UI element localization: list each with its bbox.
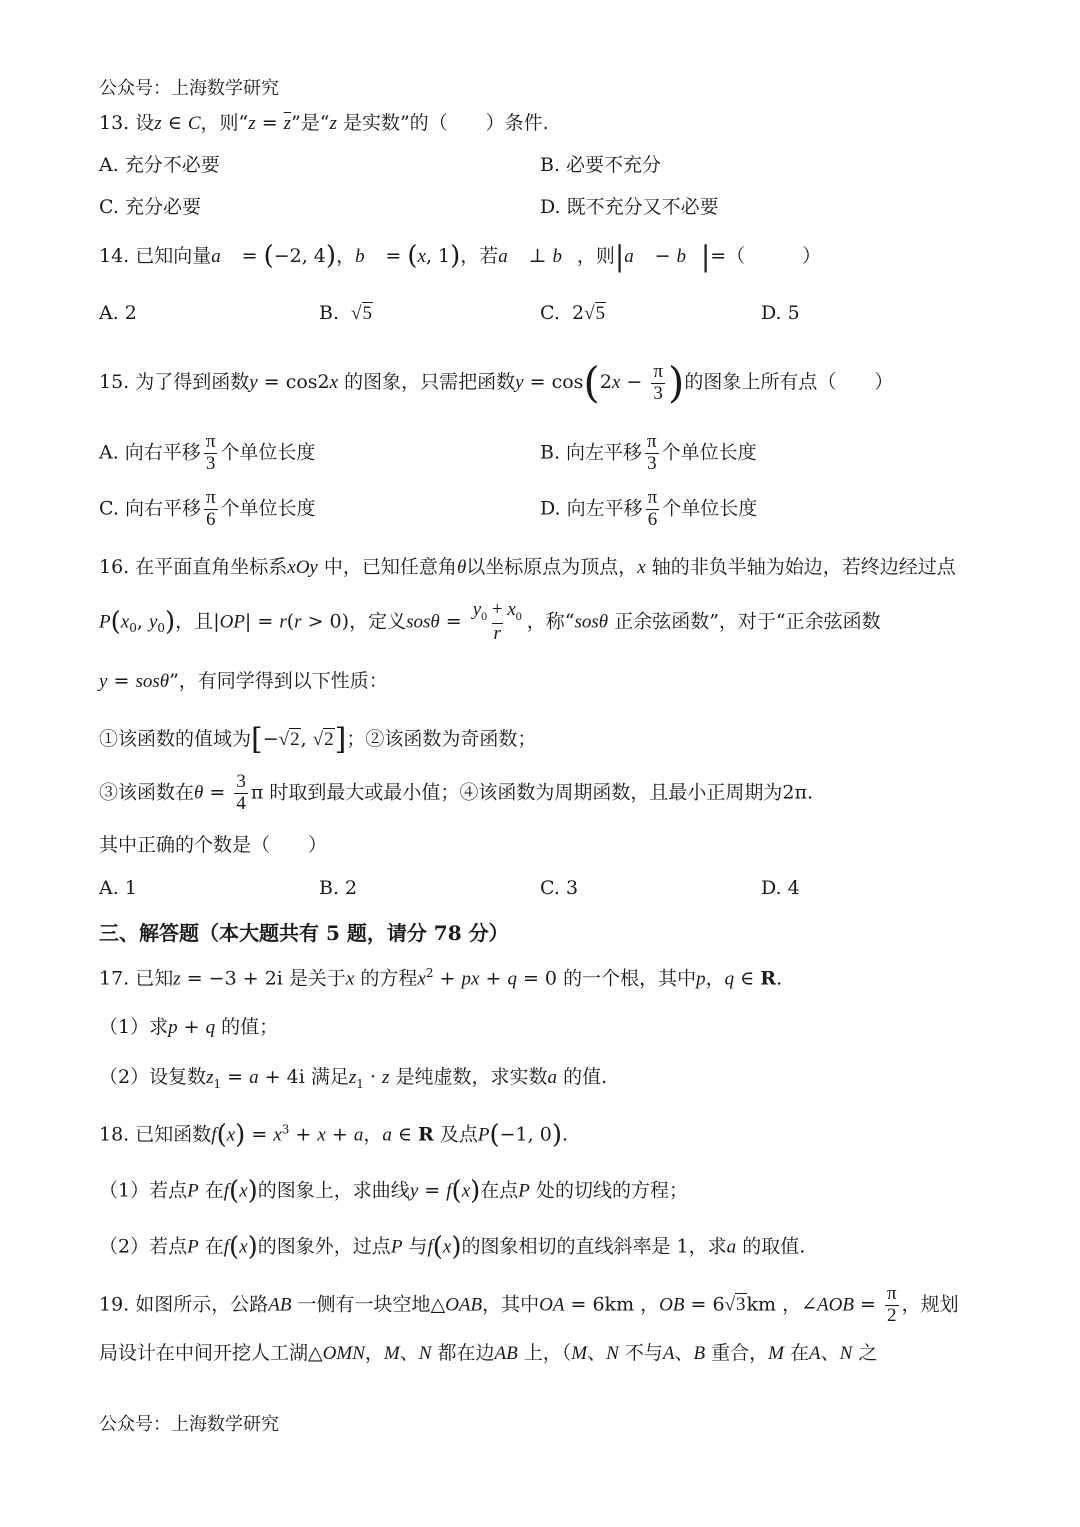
q15-option-b: B. 向左平移 $\frac{\pi}{3}$ 个单位长度 [540,431,757,474]
q15-option-d: D. 向左平移 $\frac{\pi}{6}$ 个单位长度 [540,487,758,530]
q16-option-a: A. 1 [99,877,137,899]
question-16-property-3: ③该函数在θ = $\frac{3}{4}$ π 时取到最大或最小值；④该函数为周期函数，且最小正周期为2π. [99,771,814,814]
q15-option-a: A. 向右平移 $\frac{\pi}{3}$ 个单位长度 [99,431,316,474]
question-19-line-1: 19. 如图所示，公路AB 一侧有一块空地△OAB，其中OA = 6km ，OB = 6√3km ，∠AOB = $\frac{\pi}{2}$ ，规划 [99,1283,959,1326]
section-3-heading: 三、解答题（本大题共有 5 题，请分 78 分） [99,921,509,945]
question-17-part-2: （2）设复数$z_1 = a + 4i$ 满足$z_1 \cdot z$ 是纯虚数，求实数a 的值. [99,1066,608,1091]
question-16-line-3: y = sosθ”，有同学得到以下性质： [99,670,388,692]
question-19-line-2: 局设计在中间开挖人工湖△OMN，M、N 都在边AB 上，（M、N 不与A、B 重合，M 在A、N 之 [99,1342,878,1364]
q15-option-c: C. 向右平移 $\frac{\pi}{6}$ 个单位长度 [99,487,316,530]
question-16-ask: 其中正确的个数是（ ） [99,834,328,856]
question-18-part-2: （2）若点P 在f(x)的图象外，过点P 与f(x)的图象相切的直线斜率是 1，求a 的取值. [99,1232,806,1262]
q14-option-b: B. √5 [319,302,373,324]
footer-account: 公众号：上海数学研究 [99,1414,279,1435]
q13-option-d: D. 既不充分又不必要 [540,196,719,218]
question-16-line-2: $P(x_0$, $y_0$)，且|OP| = r(r > 0)，定义sosθ = $\frac{y_0 + x_0}{r}$ ，称“sosθ 正余弦函数”，对于“正余弦函数 [99,599,881,644]
q16-option-d: D. 4 [761,877,800,899]
q13-option-b: B. 必要不充分 [540,154,662,176]
question-13: 13. 设z ∈ C，则“$z = \overline{z}$”是“z 是实数”的（ ）条件. [99,112,549,134]
question-14: 14. 已知向量a⃗ = (−2, 4)，b⃗ = (x, 1)，若a⃗ ⊥ b⃗，则|a⃗ − b⃗|=（ ） [99,240,822,273]
question-16-line-1: 16. 在平面直角坐标系xOy 中，已知任意角θ以坐标原点为顶点，x 轴的非负半轴为始边，若终边经过点 [99,556,956,578]
q14-option-c: C. 2√5 [540,302,606,324]
q14-option-d: D. 5 [761,302,800,324]
q16-option-c: C. 3 [540,877,579,899]
q14-option-a: A. 2 [99,302,137,324]
question-18: 18. 已知函数$f(x) = x^3 + x + a$，a ∈ R 及点P(−1, 0). [99,1120,569,1150]
q13-option-c: C. 充分必要 [99,196,201,218]
question-16-property-1: ①该函数的值域为[−√2, √2]；②该函数为奇函数； [99,722,537,757]
q13-option-a: A. 充分不必要 [99,154,220,176]
q16-option-b: B. 2 [319,877,358,899]
question-17-part-1: （1）求p + q 的值； [99,1016,279,1038]
question-15: 15. 为了得到函数y = cos2x 的图象，只需把函数y = cos(2x − $\frac{\pi}{3}$ )的图象上所有点（ ） [99,358,894,407]
question-18-part-1: （1）若点P 在f(x)的图象上，求曲线y = f(x)在点P 处的切线的方程； [99,1176,688,1206]
header-account: 公众号：上海数学研究 [99,78,279,99]
question-17: 17. 已知z = −3 + 2i 是关于x 的方程$x^2$ + px + q = 0 的一个根，其中p，q ∈ R. [99,966,783,990]
